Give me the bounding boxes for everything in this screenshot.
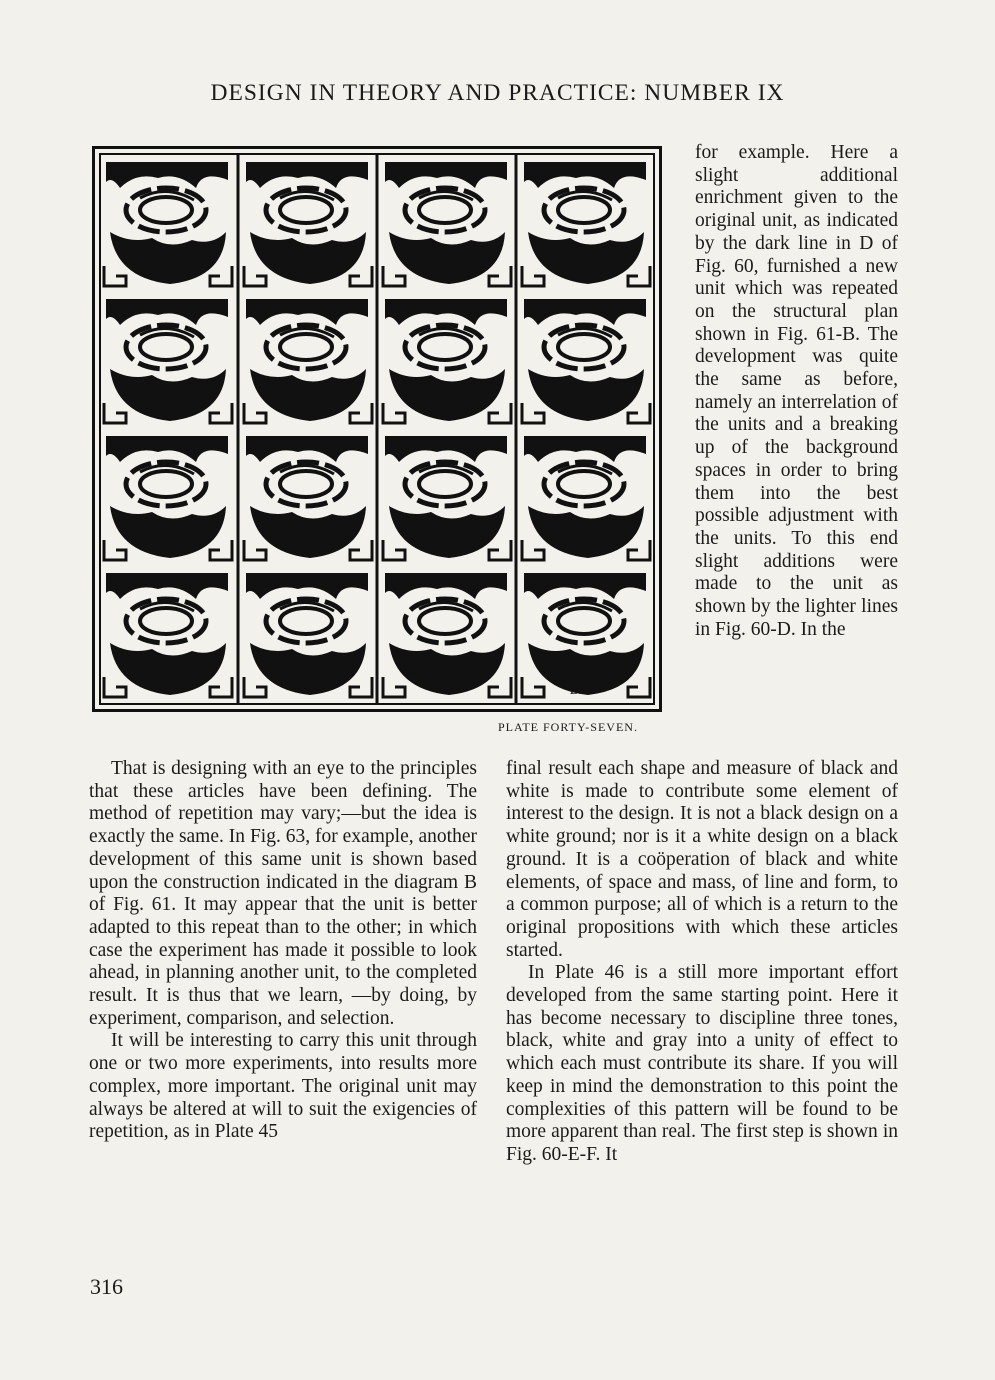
paragraph: final result each shape and measure of black and white is made to contribute some element of interest to the design. It is not a black design on a white ground; nor is it a white design on a black ground. It is a coöperation of black and white elements, of space and mass, of line and form, to a common purpose; all of which is a return to the original propositions with which these articles started.: [506, 758, 898, 961]
paragraph: for example. Here a slight additional enrichment given to the original unit, as indicated by the dark line in D of Fig. 60, furnished a new unit which was repeated on the structural plan shown in Fig. 61-B. The development was quite the same as before, namely an interrelation of the units and a breaking up of the background spaces in order to bring them into the best possible adjustment with the units. To this end slight additions were made to the unit as shown by the lighter lines in Fig. 60-D. In the: [695, 142, 898, 640]
paragraph: That is designing with an eye to the principles that these articles have been defining. The method of repetition may vary;—but the idea is exactly the same. In Fig. 63, for example, another development of this same unit is shown based upon the construction indicated in the diagram B of Fig. 61. It may appear that the unit is better adapted to this repeat than to the other; in which case the experiment has made it possible to look ahead, in planning another unit, to the completed result. It is thus that we learn, —by doing, by experiment, comparison, and selection.: [89, 758, 477, 1029]
left-column-text: [89, 758, 477, 1144]
paragraph: It will be interesting to carry this unit through one or two more experiments, into results more complex, more important. The original unit may always be altered at will to suit the exigencies of repetition, as in Plate 45: [89, 1030, 477, 1143]
plate-caption: PLATE FORTY-SEVEN.: [498, 720, 638, 734]
right-column-top-text: [695, 142, 898, 641]
page-number: 316: [90, 1274, 123, 1299]
plate-signature: B.: [570, 683, 583, 698]
plate-forty-seven-illustration: [92, 146, 662, 712]
right-column-text: [506, 758, 898, 1167]
running-head: DESIGN IN THEORY AND PRACTICE: NUMBER IX: [210, 80, 785, 106]
paragraph: In Plate 46 is a still more important effort developed from the same starting point. Here it has become necessary to discipline three tones, black, white and gray into a unity of effect to which each must contribute its share. If you will keep in mind the demonstration to this point the complexities of this pattern will be found to be more apparent than real. The first step is shown in Fig. 60-E-F. It: [506, 962, 898, 1165]
